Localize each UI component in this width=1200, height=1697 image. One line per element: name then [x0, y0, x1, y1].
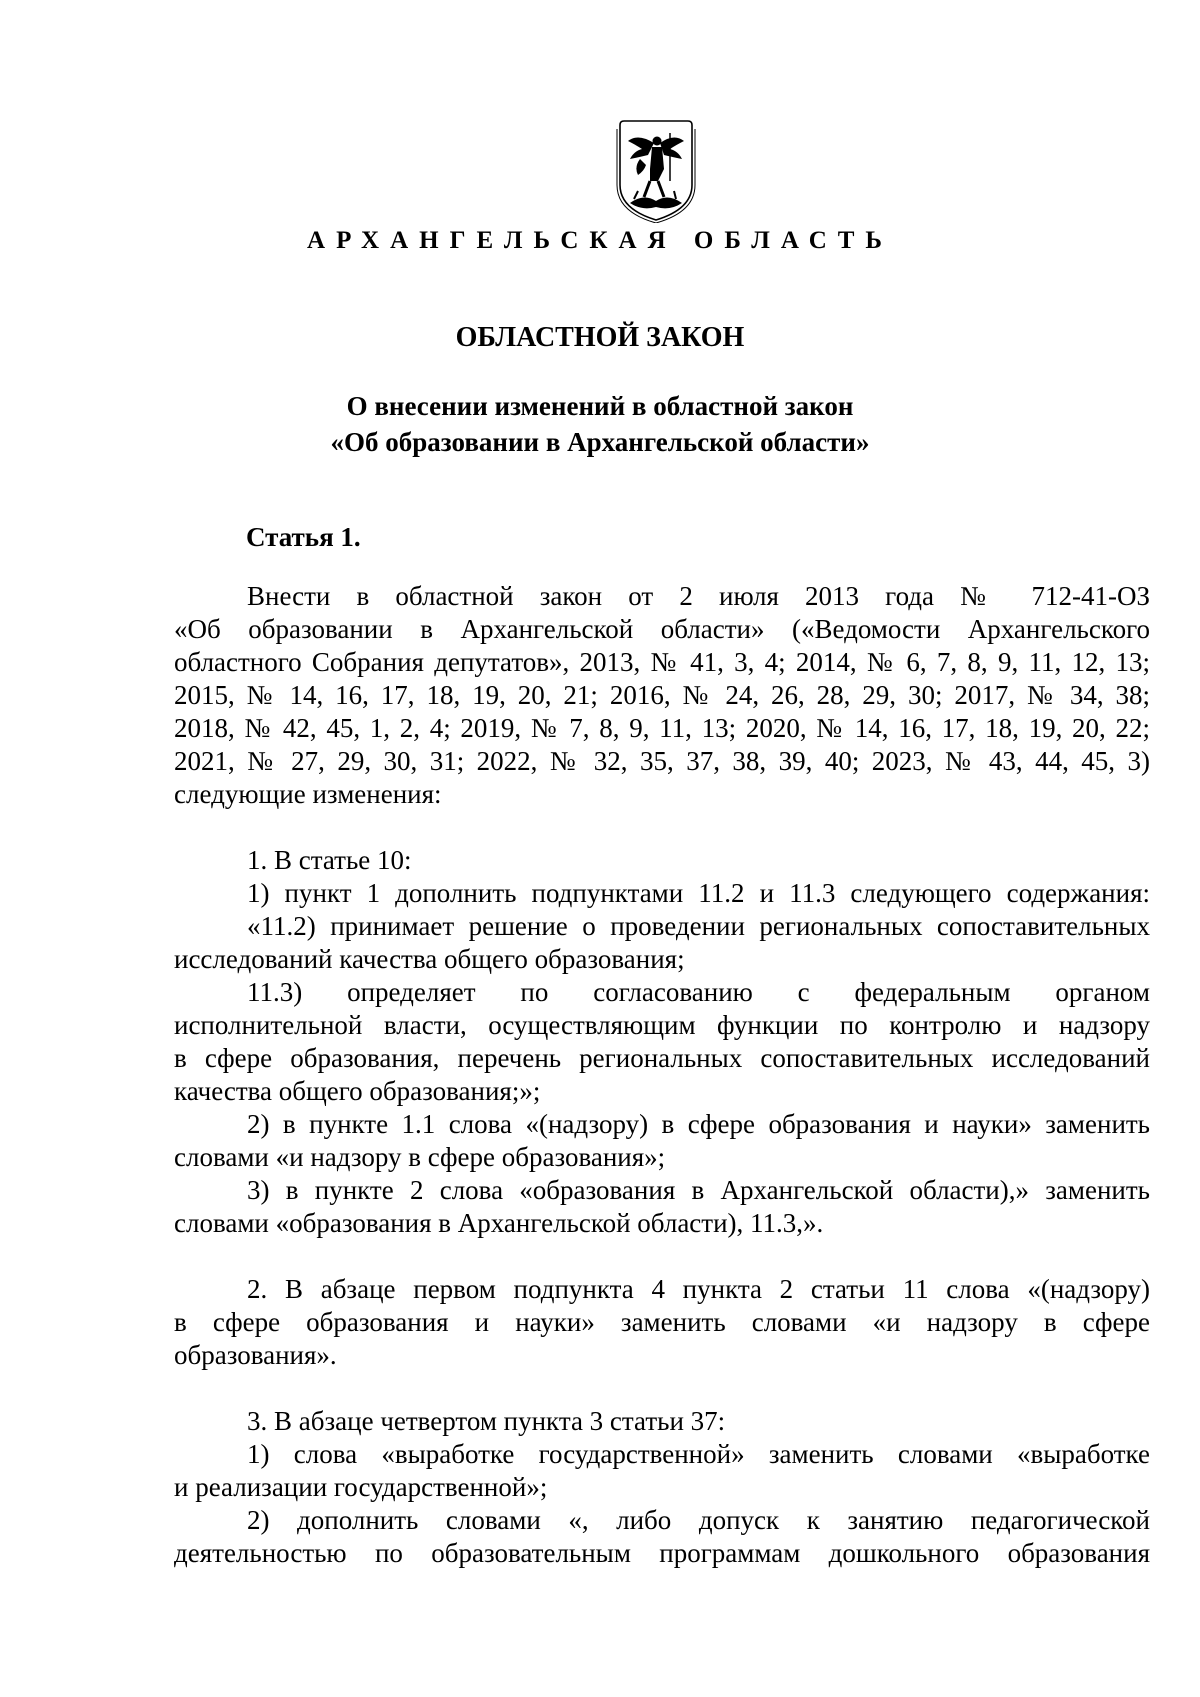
body-line: исследований качества общего образования;	[174, 944, 685, 974]
body-line: образования».	[174, 1340, 337, 1370]
body-line: 3) в пункте 2 слова «образования в Архангельской области),» заменить	[247, 1175, 1150, 1205]
body-line: 3. В абзаце четвертом пункта 3 статьи 37:	[247, 1406, 726, 1436]
region-name: АРХАНГЕЛЬСКАЯ ОБЛАСТЬ	[307, 227, 893, 254]
body-line: 1. В статье 10:	[247, 845, 412, 875]
body-line: 2) дополнить словами «, либо допуск к занятию педагогической	[247, 1505, 1150, 1535]
coat-of-arms-emblem	[614, 119, 698, 223]
law-title-line-1: О внесении изменений в областной закон	[346, 391, 854, 421]
body-line: словами «и надзору в сфере образования»;	[174, 1142, 666, 1172]
law-title-line-2: «Об образовании в Архангельской области»	[330, 427, 870, 457]
body-line: 2) в пункте 1.1 слова «(надзору) в сфере образования и науки» заменить	[247, 1109, 1150, 1139]
body-line: 2. В абзаце первом подпункта 4 пункта 2 статьи 11 слова «(надзору)	[247, 1274, 1150, 1304]
paragraph-gap	[174, 1240, 1150, 1273]
body-line: в сфере образования, перечень региональных сопоставительных исследований	[174, 1043, 1150, 1073]
article-heading: Статья 1.	[246, 522, 361, 552]
body-line: областного Собрания депутатов», 2013, № 41, 3, 4; 2014, № 6, 7, 8, 9, 11, 12, 13;	[174, 647, 1150, 677]
body-line: качества общего образования;»;	[174, 1076, 541, 1106]
body-line: 2015, № 14, 16, 17, 18, 19, 20, 21; 2016, № 24, 26, 28, 29, 30; 2017, № 34, 38;	[174, 680, 1150, 710]
body-line: 1) пункт 1 дополнить подпунктами 11.2 и 11.3 следующего содержания:	[247, 878, 1150, 908]
law-title	[0, 388, 1200, 460]
document-type: ОБЛАСТНОЙ ЗАКОН	[455, 322, 745, 353]
body-line: и реализации государственной»;	[174, 1472, 548, 1502]
article-body	[174, 580, 1150, 1570]
body-line: 11.3) определяет по согласованию с федеральным органом	[247, 977, 1150, 1007]
body-line: деятельностью по образовательным программам дошкольного образования	[174, 1538, 1150, 1568]
body-line: 1) слова «выработке государственной» заменить словами «выработке	[247, 1439, 1150, 1469]
body-line: «11.2) принимает решение о проведении региональных сопоставительных	[247, 911, 1150, 941]
body-line: 2021, № 27, 29, 30, 31; 2022, № 32, 35, 37, 38, 39, 40; 2023, № 43, 44, 45, 3)	[174, 746, 1150, 776]
body-line: 2018, № 42, 45, 1, 2, 4; 2019, № 7, 8, 9, 11, 13; 2020, № 14, 16, 17, 18, 19, 20, 22;	[174, 713, 1150, 743]
paragraph-gap	[174, 811, 1150, 844]
body-line: следующие изменения:	[174, 779, 442, 809]
body-line: в сфере образования и науки» заменить словами «и надзору в сфере	[174, 1307, 1150, 1337]
body-line: исполнительной власти, осуществляющим функции по контролю и надзору	[174, 1010, 1150, 1040]
body-line: словами «образования в Архангельской области), 11.3,».	[174, 1208, 824, 1238]
body-line: «Об образовании в Архангельской области» («Ведомости Архангельского	[174, 614, 1150, 644]
paragraph-gap	[174, 1372, 1150, 1405]
body-line: Внести в областной закон от 2 июля 2013 года № 712-41-ОЗ	[247, 581, 1150, 611]
